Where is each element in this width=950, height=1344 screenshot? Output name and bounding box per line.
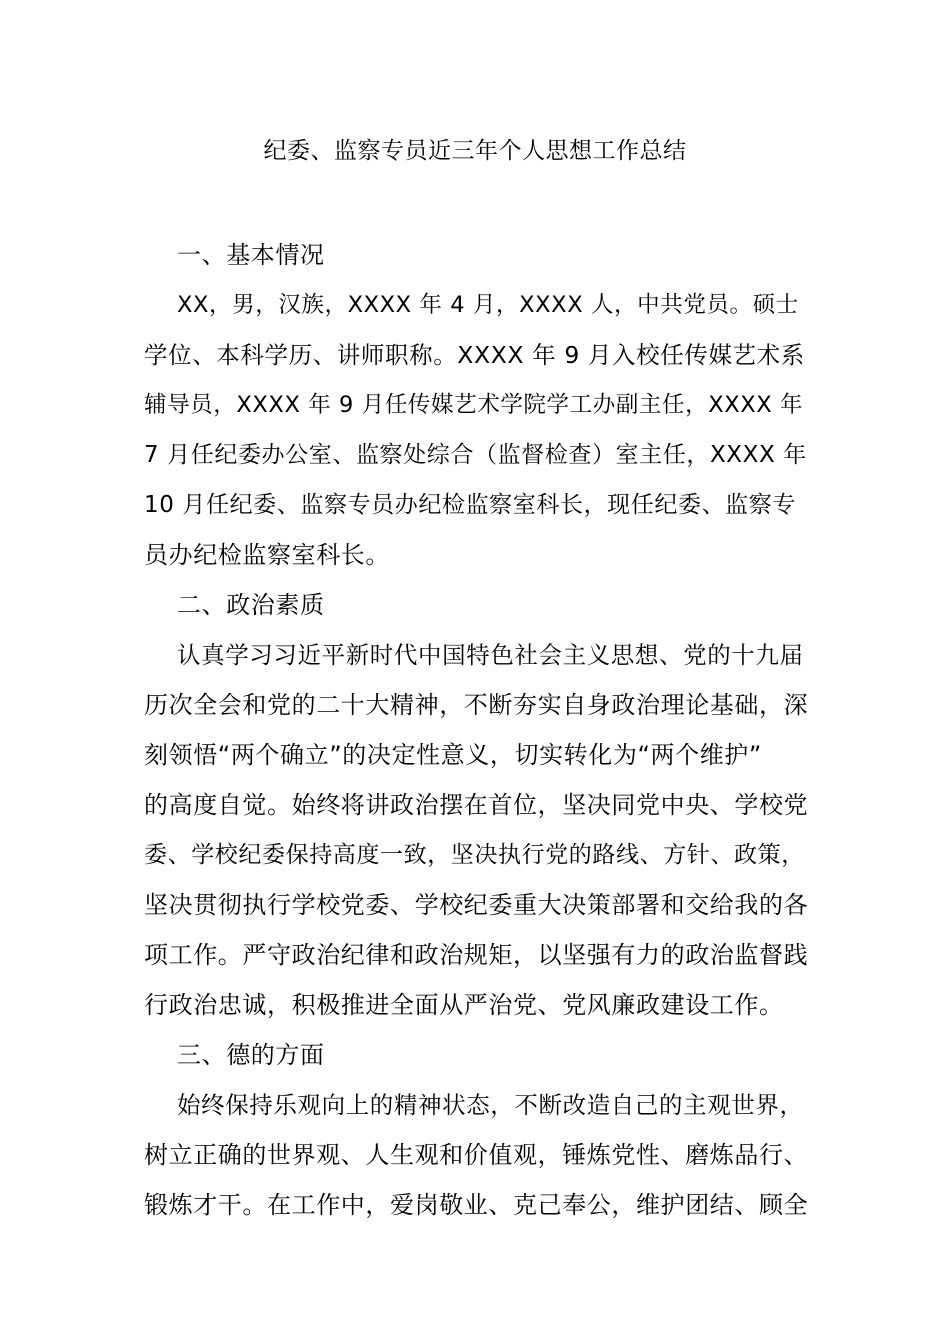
text-line: 项工作。严守政治纪律和政治规矩，以坚强有力的政治监督践 <box>144 941 809 969</box>
text-line: 的高度自觉。始终将讲政治摆在首位，坚决同党中央、学校党 <box>144 791 809 819</box>
text-line: 认真学习习近平新时代中国特色社会主义思想、党的十九届 <box>177 641 804 669</box>
text-line: 员办纪检监察室科长。 <box>144 541 390 569</box>
text-line: 三、德的方面 <box>177 1041 325 1069</box>
text-line: 锻炼才干。在工作中，爱岗敬业、克己奉公，维护团结、顾全 <box>144 1191 809 1219</box>
text-line: XX，男，汉族，XXXX 年 4 月，XXXX 人，中共党员。硕士 <box>177 292 799 318</box>
text-line: 学位、本科学历、讲师职称。XXXX 年 9 月入校任传媒艺术系 <box>144 341 805 369</box>
document-title: 纪委、监察专员近三年个人思想工作总结 <box>263 138 687 164</box>
text-line: 一、基本情况 <box>177 241 325 269</box>
text-line: 树立正确的世界观、人生观和价值观，锤炼党性、磨炼品行、 <box>144 1141 809 1169</box>
text-line: 始终保持乐观向上的精神状态，不断改造自己的主观世界， <box>177 1091 804 1119</box>
text-line: 7 月任纪委办公室、监察处综合（监督检查）室主任，XXXX 年 <box>144 442 807 468</box>
text-line: 委、学校纪委保持高度一致，坚决执行党的路线、方针、政策， <box>144 842 805 868</box>
text-line: 刻领悟“两个确立”的决定性意义，切实转化为“两个维护” <box>144 741 762 769</box>
text-line: 行政治忠诚，积极推进全面从严治党、党风廉政建设工作。 <box>144 991 784 1019</box>
text-line: 10 月任纪委、监察专员办纪检监察室科长，现任纪委、监察专 <box>144 492 796 518</box>
text-line: 辅导员，XXXX 年 9 月任传媒艺术学院学工办副主任，XXXX 年 <box>144 392 804 418</box>
text-line: 历次全会和党的二十大精神，不断夯实自身政治理论基础，深 <box>144 691 809 719</box>
text-line: 坚决贯彻执行学校党委、学校纪委重大决策部署和交给我的各 <box>144 891 809 919</box>
document-body <box>144 230 808 1230</box>
text-line: 二、政治素质 <box>177 591 325 619</box>
